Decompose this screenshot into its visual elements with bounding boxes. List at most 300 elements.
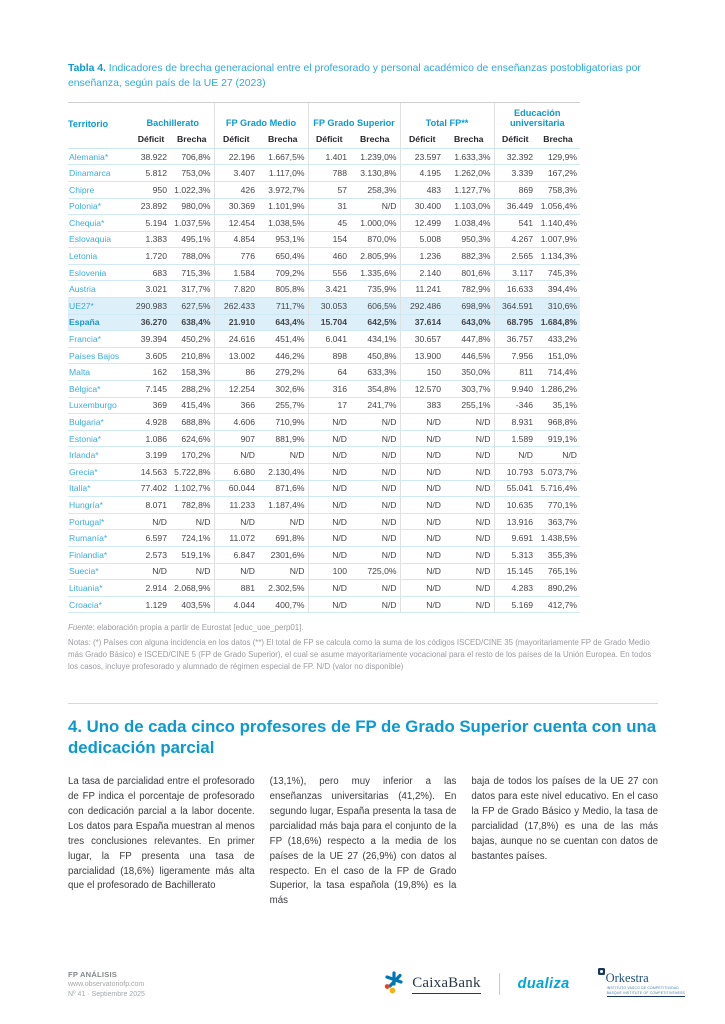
deficit-value-cell: 4.854	[214, 231, 258, 248]
body-column-3: baja de todos los países de la UE 27 con datos para este nivel educativo. En el caso la FP de Grado Básico y Medio, la tasa de parcialidad (17,8%) es una de las más bajas, aunque no se cuentan con datos de bastantes países.	[471, 776, 659, 862]
table-subheader-row	[68, 132, 580, 149]
brecha-value-cell: 350,0%	[444, 364, 494, 381]
page-footer	[68, 969, 685, 1000]
brecha-value-cell: 1.022,3%	[170, 181, 214, 198]
brecha-value-cell: 1.007,9%	[536, 231, 580, 248]
deficit-value-cell: 1.401	[308, 148, 350, 165]
brecha-value-cell: 638,4%	[170, 314, 214, 331]
brecha-value-cell: 394,4%	[536, 281, 580, 298]
brecha-value-cell: 412,7%	[536, 596, 580, 613]
table-row	[68, 381, 580, 398]
deficit-value-cell: 1.584	[214, 264, 258, 281]
brecha-value-cell: N/D	[444, 563, 494, 580]
deficit-value-cell: 9.691	[494, 530, 536, 547]
brecha-value-cell: 805,8%	[258, 281, 308, 298]
brecha-value-cell: 706,8%	[170, 148, 214, 165]
deficit-value-cell: 36.757	[494, 331, 536, 348]
brecha-value-cell: 158,3%	[170, 364, 214, 381]
brecha-value-cell: 355,3%	[536, 546, 580, 563]
table-row	[68, 480, 580, 497]
deficit-value-cell: 5.812	[132, 165, 170, 182]
deficit-value-cell: 950	[132, 181, 170, 198]
table-group-header-row	[68, 103, 580, 132]
brecha-value-cell: 1.187,4%	[258, 497, 308, 514]
brecha-value-cell: 890,2%	[536, 580, 580, 597]
brecha-value-cell: 450,8%	[350, 347, 400, 364]
deficit-value-cell: N/D	[308, 513, 350, 530]
deficit-value-cell: 57	[308, 181, 350, 198]
table-row	[68, 414, 580, 431]
body-column-1: La tasa de parcialidad entre el profesorado de FP indica el porcentaje de profesorado con dedicación parcial a la labor docente. Los datos para España muestran al menos tres conclusiones relevantes. En primer lugar, la FP presenta una tasa de parcialidad (18,6%) ligeramente más alta que el profesorado de Bachillerato	[68, 776, 255, 892]
brecha-value-cell: 882,3%	[444, 248, 494, 265]
deficit-value-cell: 22.196	[214, 148, 258, 165]
deficit-value-cell: N/D	[308, 414, 350, 431]
brecha-value-cell: 714,4%	[536, 364, 580, 381]
territory-cell: Finlandia*	[68, 546, 132, 563]
brecha-value-cell: 354,8%	[350, 381, 400, 398]
brecha-value-cell: N/D	[444, 464, 494, 481]
brecha-value-cell: 363,7%	[536, 513, 580, 530]
territory-cell: Austria	[68, 281, 132, 298]
table-row	[68, 546, 580, 563]
section-heading: 4. Uno de cada cinco profesores de FP de Grado Superior cuenta con una dedicación parcial	[68, 716, 657, 757]
deficit-value-cell: 383	[400, 397, 444, 414]
brecha-value-cell: 210,8%	[170, 347, 214, 364]
brecha-value-cell: 446,5%	[444, 347, 494, 364]
territory-cell: Malta	[68, 364, 132, 381]
deficit-value-cell: 55.041	[494, 480, 536, 497]
brecha-value-cell: 446,2%	[258, 347, 308, 364]
deficit-value-cell: 37.614	[400, 314, 444, 331]
territory-cell: Países Bajos	[68, 347, 132, 364]
deficit-value-cell: N/D	[214, 513, 258, 530]
deficit-value-cell: 3.199	[132, 447, 170, 464]
brecha-value-cell: 711,7%	[258, 298, 308, 315]
deficit-value-cell: 10.793	[494, 464, 536, 481]
brecha-value-cell: 1.000,0%	[350, 215, 400, 232]
deficit-value-cell: 898	[308, 347, 350, 364]
deficit-value-cell: 77.402	[132, 480, 170, 497]
brecha-value-cell: 1.134,3%	[536, 248, 580, 265]
source-label: Fuente	[68, 623, 93, 633]
deficit-value-cell: N/D	[400, 513, 444, 530]
brecha-value-cell: 2.130,4%	[258, 464, 308, 481]
table-row	[68, 430, 580, 447]
territory-cell: Italia*	[68, 480, 132, 497]
column-group-total-fp: Total FP**	[400, 103, 494, 132]
deficit-value-cell: 6.597	[132, 530, 170, 547]
deficit-value-cell: 7.145	[132, 381, 170, 398]
brecha-value-cell: 1.286,2%	[536, 381, 580, 398]
deficit-value-cell: 11.072	[214, 530, 258, 547]
brecha-value-cell: 288,2%	[170, 381, 214, 398]
table-row	[68, 281, 580, 298]
brecha-value-cell: 725,0%	[350, 563, 400, 580]
deficit-value-cell: 292.486	[400, 298, 444, 315]
deficit-value-cell: N/D	[132, 513, 170, 530]
table-row	[68, 596, 580, 613]
brecha-value-cell: 1.667,5%	[258, 148, 308, 165]
brecha-value-cell: 2.068,9%	[170, 580, 214, 597]
territory-cell: Grecia*	[68, 464, 132, 481]
deficit-value-cell: 290.983	[132, 298, 170, 315]
brecha-value-cell: 606,5%	[350, 298, 400, 315]
brecha-value-cell: 403,5%	[170, 596, 214, 613]
brecha-value-cell: N/D	[444, 513, 494, 530]
footer-website: www.observatoriofp.com	[68, 980, 145, 988]
deficit-value-cell: 21.910	[214, 314, 258, 331]
deficit-value-cell: N/D	[400, 480, 444, 497]
brecha-value-cell: N/D	[444, 480, 494, 497]
deficit-value-cell: 12.499	[400, 215, 444, 232]
territory-cell: Rumanía*	[68, 530, 132, 547]
brecha-value-cell: 688,8%	[170, 414, 214, 431]
deficit-value-cell: N/D	[400, 447, 444, 464]
deficit-value-cell: N/D	[308, 430, 350, 447]
territory-cell: Dinamarca	[68, 165, 132, 182]
deficit-value-cell: 316	[308, 381, 350, 398]
deficit-value-cell: 788	[308, 165, 350, 182]
brecha-value-cell: 871,6%	[258, 480, 308, 497]
orkestra-wordmark: Orkestra	[605, 971, 649, 986]
table-row	[68, 181, 580, 198]
territory-cell: Suecia*	[68, 563, 132, 580]
deficit-value-cell: 483	[400, 181, 444, 198]
territory-cell: Hungría*	[68, 497, 132, 514]
deficit-value-cell: 10.635	[494, 497, 536, 514]
deficit-value-cell: 12.454	[214, 215, 258, 232]
brecha-value-cell: 1.102,7%	[170, 480, 214, 497]
deficit-value-cell: 3.605	[132, 347, 170, 364]
deficit-value-cell: 6.847	[214, 546, 258, 563]
deficit-value-cell: N/D	[400, 414, 444, 431]
brecha-value-cell: 35,1%	[536, 397, 580, 414]
brecha-value-cell: N/D	[350, 414, 400, 431]
brecha-value-cell: 633,3%	[350, 364, 400, 381]
deficit-value-cell: N/D	[308, 497, 350, 514]
brecha-value-cell: N/D	[350, 513, 400, 530]
body-text-columns	[68, 775, 658, 909]
brecha-value-cell: 801,6%	[444, 264, 494, 281]
footer-logo-divider	[499, 973, 500, 995]
brecha-value-cell: 1.103,0%	[444, 198, 494, 215]
deficit-value-cell: 6.041	[308, 331, 350, 348]
brecha-value-cell: 788,0%	[170, 248, 214, 265]
brecha-value-cell: 715,3%	[170, 264, 214, 281]
deficit-value-cell: 5.194	[132, 215, 170, 232]
table-row	[68, 215, 580, 232]
territory-cell: Portugal*	[68, 513, 132, 530]
brecha-value-cell: 1.262,0%	[444, 165, 494, 182]
table-row	[68, 264, 580, 281]
deficit-value-cell: 23.597	[400, 148, 444, 165]
brecha-value-cell: 953,1%	[258, 231, 308, 248]
territory-cell: Croacia*	[68, 596, 132, 613]
territory-cell: Alemania*	[68, 148, 132, 165]
brecha-value-cell: N/D	[444, 497, 494, 514]
brecha-value-cell: 724,1%	[170, 530, 214, 547]
deficit-value-cell: 39.394	[132, 331, 170, 348]
generational-gap-table	[68, 102, 580, 613]
deficit-value-cell: N/D	[308, 580, 350, 597]
deficit-value-cell: 5.008	[400, 231, 444, 248]
brecha-value-cell: 1.335,6%	[350, 264, 400, 281]
brecha-value-cell: 2.805,9%	[350, 248, 400, 265]
deficit-value-cell: 12.570	[400, 381, 444, 398]
deficit-value-cell: N/D	[400, 497, 444, 514]
brecha-value-cell: N/D	[536, 447, 580, 464]
brecha-value-cell: 627,5%	[170, 298, 214, 315]
footer-publication-info	[68, 969, 145, 1000]
brecha-value-cell: 415,4%	[170, 397, 214, 414]
table-caption-text: Indicadores de brecha generacional entre el profesorado y personal académico de enseñanzas postobligatorias por enseñanza, según país de la UE 27 (2023)	[68, 63, 641, 89]
orkestra-logo	[598, 971, 685, 997]
deficit-value-cell: 36.449	[494, 198, 536, 215]
brecha-value-cell: 710,9%	[258, 414, 308, 431]
deficit-value-cell: 556	[308, 264, 350, 281]
brecha-value-cell: N/D	[258, 513, 308, 530]
deficit-value-cell: 100	[308, 563, 350, 580]
brecha-value-cell: 451,4%	[258, 331, 308, 348]
brecha-value-cell: 1.239,0%	[350, 148, 400, 165]
column-group-bachillerato: Bachillerato	[132, 103, 214, 132]
brecha-value-cell: N/D	[444, 530, 494, 547]
brecha-value-cell: N/D	[350, 497, 400, 514]
deficit-value-cell: 36.270	[132, 314, 170, 331]
deficit-value-cell: 3.021	[132, 281, 170, 298]
brecha-value-cell: 765,1%	[536, 563, 580, 580]
brecha-value-cell: 881,9%	[258, 430, 308, 447]
brecha-value-cell: 2.302,5%	[258, 580, 308, 597]
table-row	[68, 347, 580, 364]
subheader-brecha: Brecha	[444, 132, 494, 149]
brecha-value-cell: 709,2%	[258, 264, 308, 281]
deficit-value-cell: 2.573	[132, 546, 170, 563]
brecha-value-cell: 400,7%	[258, 596, 308, 613]
brecha-value-cell: 1.056,4%	[536, 198, 580, 215]
table-row	[68, 464, 580, 481]
brecha-value-cell: 434,1%	[350, 331, 400, 348]
deficit-value-cell: 2.914	[132, 580, 170, 597]
deficit-value-cell: N/D	[308, 596, 350, 613]
brecha-value-cell: 170,2%	[170, 447, 214, 464]
brecha-value-cell: 650,4%	[258, 248, 308, 265]
deficit-value-cell: 154	[308, 231, 350, 248]
brecha-value-cell: 3.972,7%	[258, 181, 308, 198]
brecha-value-cell: 302,6%	[258, 381, 308, 398]
dualiza-wordmark: dualiza	[517, 976, 570, 993]
deficit-value-cell: 30.053	[308, 298, 350, 315]
deficit-value-cell: N/D	[308, 530, 350, 547]
brecha-value-cell: N/D	[350, 464, 400, 481]
deficit-value-cell: N/D	[400, 580, 444, 597]
brecha-value-cell: N/D	[350, 447, 400, 464]
territory-cell: Letonia	[68, 248, 132, 265]
brecha-value-cell: 1.117,0%	[258, 165, 308, 182]
brecha-value-cell: 3.130,8%	[350, 165, 400, 182]
deficit-value-cell: 262.433	[214, 298, 258, 315]
deficit-value-cell: 30.400	[400, 198, 444, 215]
deficit-value-cell: 11.241	[400, 281, 444, 298]
brecha-value-cell: 753,0%	[170, 165, 214, 182]
deficit-value-cell: 1.086	[132, 430, 170, 447]
brecha-value-cell: 241,7%	[350, 397, 400, 414]
brecha-value-cell: 1.633,3%	[444, 148, 494, 165]
territory-cell: Lituania*	[68, 580, 132, 597]
brecha-value-cell: 5.716,4%	[536, 480, 580, 497]
table-row	[68, 198, 580, 215]
brecha-value-cell: 735,9%	[350, 281, 400, 298]
deficit-value-cell: 13.002	[214, 347, 258, 364]
brecha-value-cell: N/D	[170, 563, 214, 580]
territory-cell: Luxemburgo	[68, 397, 132, 414]
footer-logos	[383, 970, 685, 999]
deficit-value-cell: 162	[132, 364, 170, 381]
deficit-value-cell: 15.145	[494, 563, 536, 580]
deficit-value-cell: 4.283	[494, 580, 536, 597]
deficit-value-cell: 5.169	[494, 596, 536, 613]
territory-cell: Eslovenia	[68, 264, 132, 281]
deficit-value-cell: 30.369	[214, 198, 258, 215]
caixabank-logo	[383, 970, 480, 999]
deficit-value-cell: 6.680	[214, 464, 258, 481]
deficit-value-cell: 13.900	[400, 347, 444, 364]
brecha-value-cell: 1.127,7%	[444, 181, 494, 198]
brecha-value-cell: 919,1%	[536, 430, 580, 447]
deficit-value-cell: 7.956	[494, 347, 536, 364]
deficit-value-cell: N/D	[308, 447, 350, 464]
table-row	[68, 314, 580, 331]
deficit-value-cell: 5.313	[494, 546, 536, 563]
deficit-value-cell: N/D	[400, 530, 444, 547]
brecha-value-cell: N/D	[258, 447, 308, 464]
deficit-value-cell: 426	[214, 181, 258, 198]
deficit-value-cell: N/D	[400, 596, 444, 613]
brecha-value-cell: 870,0%	[350, 231, 400, 248]
orkestra-icon	[598, 968, 605, 975]
deficit-value-cell: 1.720	[132, 248, 170, 265]
brecha-value-cell: 980,0%	[170, 198, 214, 215]
brecha-value-cell: 691,8%	[258, 530, 308, 547]
territory-cell: Francia*	[68, 331, 132, 348]
deficit-value-cell: 683	[132, 264, 170, 281]
territory-cell: Polonia*	[68, 198, 132, 215]
territory-cell: Bélgica*	[68, 381, 132, 398]
brecha-value-cell: N/D	[444, 414, 494, 431]
column-group-fp-grado-superior: FP Grado Superior	[308, 103, 400, 132]
deficit-value-cell: 8.071	[132, 497, 170, 514]
brecha-value-cell: 129,9%	[536, 148, 580, 165]
orkestra-tagline: INSTITUTO VASCO DE COMPETITIVIDAD BASQUE INSTITUTE OF COMPETITIVENESS	[607, 986, 685, 997]
table-row	[68, 513, 580, 530]
caixabank-wordmark: CaixaBank	[412, 975, 480, 994]
territory-cell: Bulgaria*	[68, 414, 132, 431]
deficit-value-cell: 869	[494, 181, 536, 198]
source-note: Fuente: elaboración propia a partir de Eurostat [educ_uoe_perp01].	[68, 623, 304, 633]
deficit-value-cell: 30.657	[400, 331, 444, 348]
deficit-value-cell: 60.044	[214, 480, 258, 497]
territory-cell: Irlanda*	[68, 447, 132, 464]
table-row	[68, 563, 580, 580]
footer-brand: FP ANÁLISIS	[68, 969, 118, 979]
territory-cell: UE27*	[68, 298, 132, 315]
brecha-value-cell: 642,5%	[350, 314, 400, 331]
table-row	[68, 165, 580, 182]
deficit-value-cell: 8.931	[494, 414, 536, 431]
deficit-value-cell: -346	[494, 397, 536, 414]
section-divider	[68, 703, 658, 704]
brecha-value-cell: 5.722,8%	[170, 464, 214, 481]
deficit-value-cell: 3.407	[214, 165, 258, 182]
brecha-value-cell: 1.037,5%	[170, 215, 214, 232]
brecha-value-cell: 745,3%	[536, 264, 580, 281]
deficit-value-cell: 541	[494, 215, 536, 232]
table-row	[68, 580, 580, 597]
deficit-value-cell: N/D	[494, 447, 536, 464]
subheader-brecha: Brecha	[258, 132, 308, 149]
deficit-value-cell: 17	[308, 397, 350, 414]
deficit-value-cell: 16.633	[494, 281, 536, 298]
body-column-2: (13,1%), pero muy inferior a las enseñanzas universitarias (41,2%). En segundo lugar, España presenta la tasa de parcialidad más baja para el conjunto de la FP (18,6%) respecto a la media de los países de la UE 27 (26,9%) con datos al respecto. En el caso de la FP de Grado Superior, la tasa española (19,8%) es la más	[269, 776, 457, 907]
brecha-value-cell: 255,7%	[258, 397, 308, 414]
deficit-value-cell: 2.140	[400, 264, 444, 281]
deficit-value-cell: 366	[214, 397, 258, 414]
brecha-value-cell: 2301,6%	[258, 546, 308, 563]
brecha-value-cell: 1.684,8%	[536, 314, 580, 331]
deficit-value-cell: 460	[308, 248, 350, 265]
deficit-value-cell: 14.563	[132, 464, 170, 481]
table-row	[68, 331, 580, 348]
brecha-value-cell: 782,8%	[170, 497, 214, 514]
deficit-value-cell: 776	[214, 248, 258, 265]
brecha-value-cell: 643,0%	[444, 314, 494, 331]
brecha-value-cell: 450,2%	[170, 331, 214, 348]
brecha-value-cell: 167,2%	[536, 165, 580, 182]
brecha-value-cell: 258,3%	[350, 181, 400, 198]
deficit-value-cell: N/D	[308, 464, 350, 481]
brecha-value-cell: 5.073,7%	[536, 464, 580, 481]
brecha-value-cell: 519,1%	[170, 546, 214, 563]
brecha-value-cell: N/D	[444, 546, 494, 563]
deficit-value-cell: 11.233	[214, 497, 258, 514]
brecha-value-cell: N/D	[444, 580, 494, 597]
territory-cell: Chequia*	[68, 215, 132, 232]
deficit-value-cell: N/D	[400, 563, 444, 580]
brecha-value-cell: 782,9%	[444, 281, 494, 298]
brecha-value-cell: 151,0%	[536, 347, 580, 364]
brecha-value-cell: N/D	[444, 596, 494, 613]
brecha-value-cell: 447,8%	[444, 331, 494, 348]
deficit-value-cell: 150	[400, 364, 444, 381]
brecha-value-cell: 624,6%	[170, 430, 214, 447]
brecha-value-cell: 255,1%	[444, 397, 494, 414]
table-row	[68, 298, 580, 315]
deficit-value-cell: N/D	[400, 464, 444, 481]
brecha-value-cell: N/D	[350, 596, 400, 613]
deficit-value-cell: 86	[214, 364, 258, 381]
table-row	[68, 148, 580, 165]
subheader-brecha: Brecha	[350, 132, 400, 149]
deficit-value-cell: 31	[308, 198, 350, 215]
brecha-value-cell: 770,1%	[536, 497, 580, 514]
subheader-deficit: Déficit	[400, 132, 444, 149]
deficit-value-cell: 4.195	[400, 165, 444, 182]
deficit-value-cell: 369	[132, 397, 170, 414]
deficit-value-cell: 45	[308, 215, 350, 232]
deficit-value-cell: 3.117	[494, 264, 536, 281]
deficit-value-cell: 881	[214, 580, 258, 597]
deficit-value-cell: 1.589	[494, 430, 536, 447]
